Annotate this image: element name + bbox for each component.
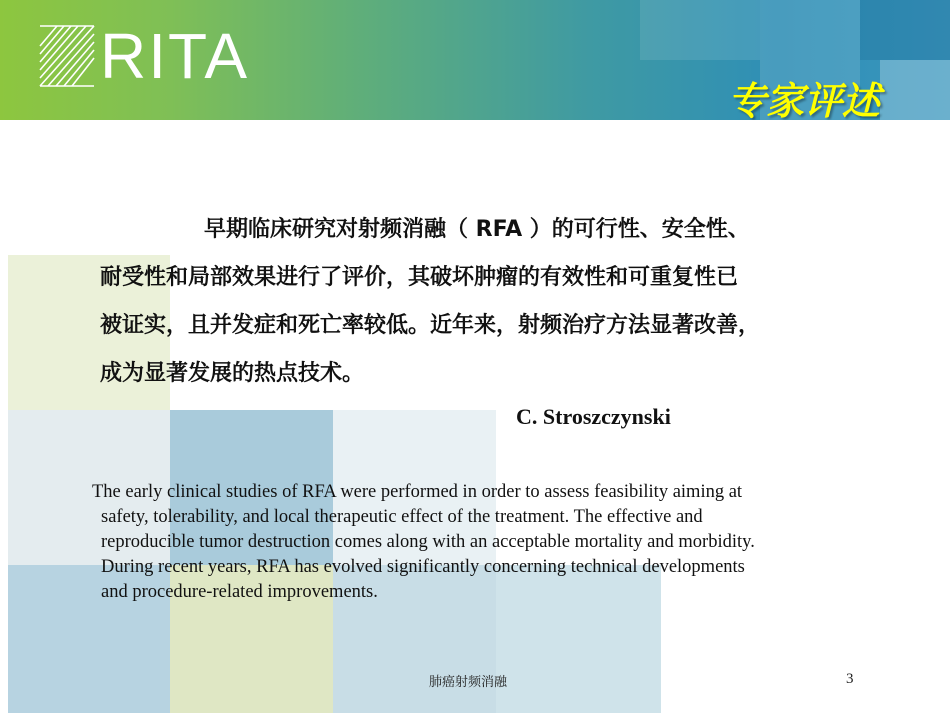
slide-title: 专家评述 bbox=[727, 79, 880, 120]
chinese-line: 被证实，且并发症和死亡率较低。近年来，射频治疗方法显著改善， bbox=[100, 313, 761, 338]
chinese-line-text: 早期临床研究对射频消融（ RFA ）的可行性、安全性、 bbox=[204, 217, 750, 242]
english-line: During recent years, RFA has evolved significantly concerning technical developments bbox=[101, 557, 745, 577]
english-paragraph bbox=[92, 480, 852, 605]
page-number: 3 bbox=[846, 671, 854, 687]
header-tile bbox=[640, 0, 760, 60]
logo-wordmark: RITA bbox=[100, 20, 250, 92]
chinese-line: 成为显著发展的热点技术。 bbox=[100, 361, 365, 386]
english-line: The early clinical studies of RFA were performed in order to assess feasibility aiming at bbox=[92, 482, 743, 502]
header-tile bbox=[880, 60, 950, 120]
header-band bbox=[0, 0, 950, 120]
rita-logo bbox=[38, 22, 249, 90]
rita-logo-mark-icon bbox=[38, 24, 96, 88]
quote-author: C. Stroszczynski bbox=[516, 404, 671, 429]
footer-text: 肺癌射频消融 bbox=[429, 675, 508, 690]
english-line: and procedure-related improvements. bbox=[101, 582, 378, 602]
slide-footer bbox=[0, 671, 950, 691]
english-line: reproducible tumor destruction comes along with an acceptable mortality and morbidity. bbox=[101, 532, 755, 552]
chinese-paragraph bbox=[100, 206, 880, 398]
chinese-line bbox=[100, 206, 880, 254]
header-tile bbox=[860, 0, 950, 60]
english-line: safety, tolerability, and local therapeutic effect of the treatment. The effective and bbox=[101, 507, 703, 527]
chinese-line: 耐受性和局部效果进行了评价，其破坏肿瘤的有效性和可重复性已 bbox=[100, 265, 739, 290]
